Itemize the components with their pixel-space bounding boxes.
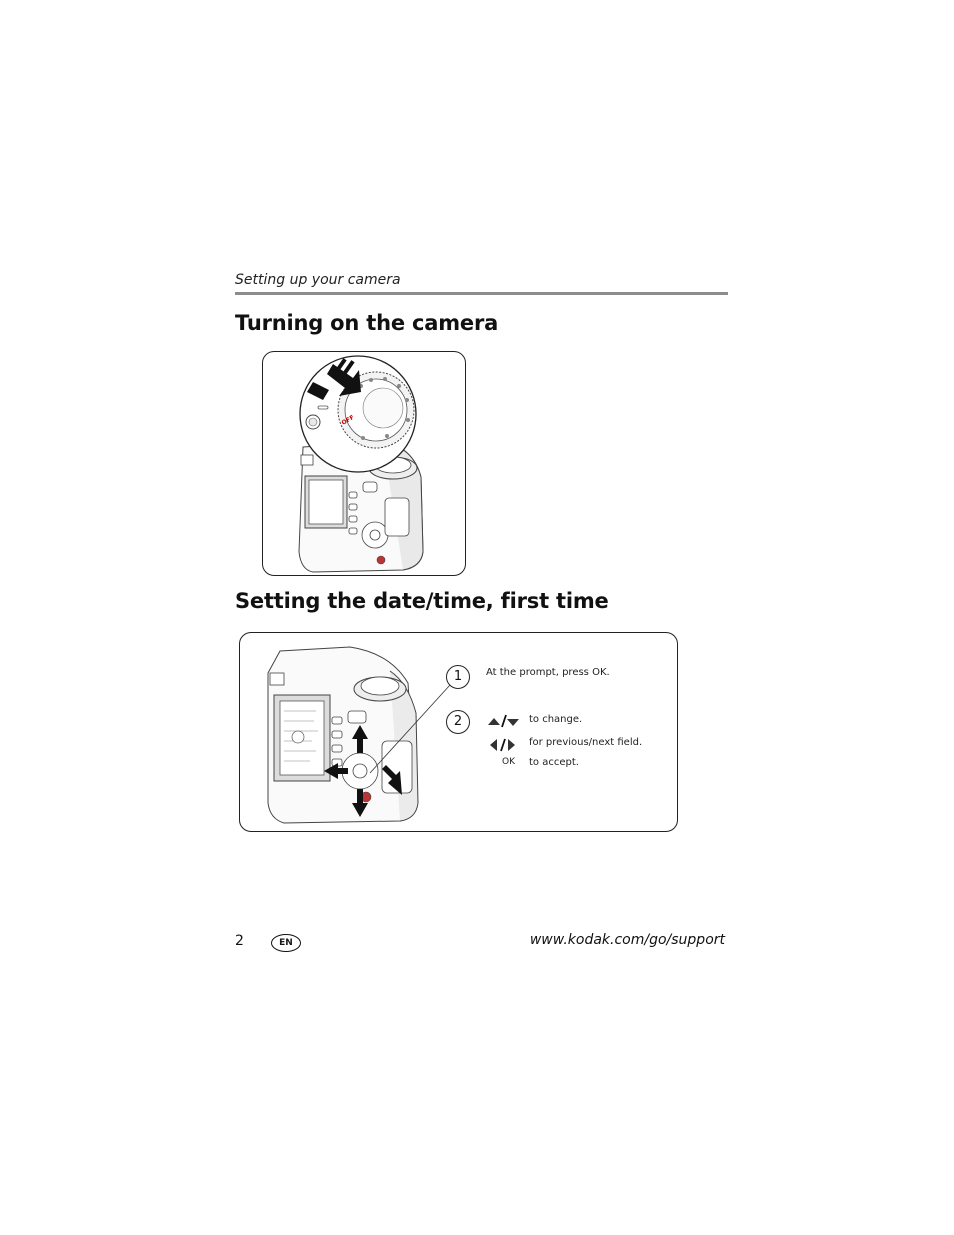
- section-title-date-time: Setting the date/time, first time: [235, 589, 609, 613]
- up-down-arrows-icon: [486, 713, 520, 729]
- step-2-line-field: for previous/next field.: [529, 737, 643, 748]
- support-url[interactable]: www.kodak.com/go/support: [529, 932, 725, 948]
- turning-on-illustration-panel: [262, 351, 466, 576]
- dial-off-label: OFF: [340, 414, 356, 427]
- header-rule: [235, 292, 728, 295]
- section-header: Setting up your camera: [235, 272, 401, 288]
- step-2-line-change: to change.: [529, 714, 583, 725]
- step-number-1: 1: [446, 665, 470, 689]
- step-1-text: At the prompt, press OK.: [486, 667, 610, 678]
- page-number: 2: [235, 933, 244, 949]
- language-badge: EN: [271, 934, 301, 952]
- camera-mode-dial-illustration: [263, 352, 465, 575]
- ok-button-label: OK: [502, 757, 515, 767]
- section-title-turning-on: Turning on the camera: [235, 311, 499, 335]
- step-2-line-accept: to accept.: [529, 757, 579, 768]
- left-right-arrows-icon: [488, 737, 518, 753]
- date-time-illustration-panel: [239, 632, 678, 832]
- step-number-2: 2: [446, 710, 470, 734]
